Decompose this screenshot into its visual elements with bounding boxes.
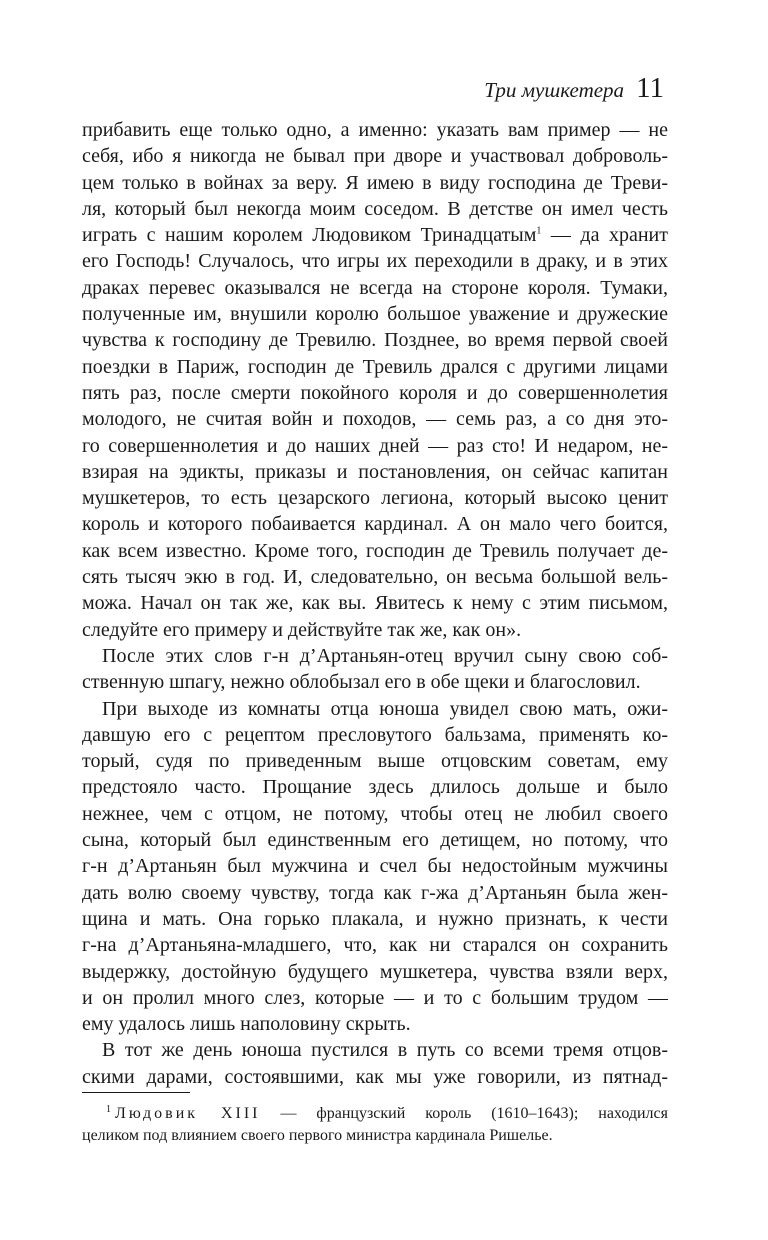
text-line: После этих слов г-н д’Артаньян-отец вручил сыну свою соб- bbox=[102, 644, 668, 667]
text-line: При выходе из комнаты отца юноша увидел свою мать, ожи- bbox=[102, 697, 668, 720]
text-line: выдержку, достойную будущего мушкетера, чувства взяли верх, bbox=[82, 960, 668, 983]
text-segment: — да хранит bbox=[541, 224, 668, 247]
text-line: ля, который был некогда моим соседом. В детстве он имел честь bbox=[82, 197, 668, 220]
text-line: взирая на эдикты, приказы и постановления, он сейчас капитан bbox=[82, 460, 668, 483]
text-line: король и которого побаивается кардинал. А он мало чего боится, bbox=[82, 513, 668, 536]
text-line: поездки в Париж, господин де Тревиль дрался с другими лицами bbox=[82, 355, 668, 378]
footnote-mark: 1 bbox=[106, 1103, 111, 1115]
running-header bbox=[484, 72, 664, 105]
text-line: предстояло часто. Прощание здесь длилось дольше и было bbox=[82, 776, 668, 799]
text-line: г-на д’Артаньяна-младшего, что, как ни старался он сохранить bbox=[82, 934, 668, 957]
text-line: следуйте его примеру и действуйте так же, как он». bbox=[82, 618, 522, 641]
text-line: нежнее, чем с отцом, не потому, чтобы отец не любил своего bbox=[82, 802, 668, 825]
text-line: сына, который был единственным его детищем, но потому, что bbox=[82, 829, 668, 852]
text-line: го совершеннолетия и до наших дней — раз сто! И недаром, не- bbox=[82, 434, 668, 457]
text-line: мушкетеров, то есть цезарского легиона, который высоко ценит bbox=[82, 487, 668, 510]
text-line: пять раз, после смерти покойного короля и до совершеннолетия bbox=[82, 381, 668, 404]
text-line: давшую его с рецептом пресловутого бальзама, применять ко- bbox=[82, 723, 668, 746]
text-line: его Господь! Случалось, что игры их переходили в драку, и в этих bbox=[82, 250, 668, 273]
text-line: себя, ибо я никогда не бывал при дворе и участвовал доброволь- bbox=[82, 145, 668, 168]
text-line: прибавить еще только одно, а именно: указать вам пример — не bbox=[82, 119, 668, 141]
text-line: ему удалось лишь наполовину скрыть. bbox=[82, 1013, 411, 1036]
text-line: г-н д’Артаньян был мужчина и счел бы недостойным мужчины bbox=[82, 855, 668, 878]
text-line: драках перевес оказывался не всегда на стороне короля. Тумаки, bbox=[82, 276, 668, 299]
text-segment: играть с нашим королем Людовиком Тринадцатым bbox=[82, 224, 537, 247]
text-line: сять тысяч экю в год. И, следовательно, он весьма большой вель- bbox=[82, 566, 668, 589]
text-line: чувства к господину де Тревилю. Позднее, во время первой своей bbox=[82, 329, 668, 352]
text-line: молодого, не считая войн и походов, — семь раз, а со дня это- bbox=[82, 408, 668, 431]
text-line-with-footnote bbox=[82, 222, 668, 248]
text-line: цем только в войнах за веру. Я имею в виду господина де Треви- bbox=[82, 171, 668, 194]
text-line: и он пролил много слез, которые — и то с большим трудом — bbox=[82, 986, 668, 1009]
text-line: можа. Начал он так же, как вы. Явитесь к нему с этим письмом, bbox=[82, 592, 668, 615]
footnote-line bbox=[82, 1103, 668, 1125]
footnote bbox=[82, 1103, 668, 1147]
footnote-divider bbox=[82, 1092, 190, 1093]
text-line: дать волю своему чувству, тогда как г-жа д’Артаньян была жен- bbox=[82, 881, 668, 904]
text-line: как всем известно. Кроме того, господин де Тревиль получает де- bbox=[82, 539, 668, 562]
footnote-reference: 1 bbox=[536, 225, 542, 237]
footnote-name: Людовик XIII bbox=[115, 1105, 261, 1122]
text-line: ственную шпагу, нежно облобызал его в обе щеки и благословил. bbox=[82, 671, 641, 694]
text-line: В тот же день юноша пустился в путь со всеми тремя отцов- bbox=[102, 1039, 668, 1062]
text-line: скими дарами, состоявшими, как мы уже говорили, из пятнад- bbox=[82, 1065, 668, 1088]
footnote-line: целиком под влиянием своего первого министра кардинала Ришелье. bbox=[82, 1127, 553, 1144]
text-line: полученные им, внушили королю большое уважение и дружеские bbox=[82, 303, 668, 326]
text-line: торый, судя по приведенным выше отцовским советам, ему bbox=[82, 750, 668, 773]
running-title: Три мушкетера bbox=[484, 78, 625, 102]
text-line: щина и мать. Она горько плакала, и нужно признать, к чести bbox=[82, 907, 668, 930]
body-text bbox=[82, 117, 668, 1090]
footnote-text: — французский король (1610–1643); находился bbox=[260, 1105, 668, 1122]
page-number: 11 bbox=[636, 72, 664, 104]
